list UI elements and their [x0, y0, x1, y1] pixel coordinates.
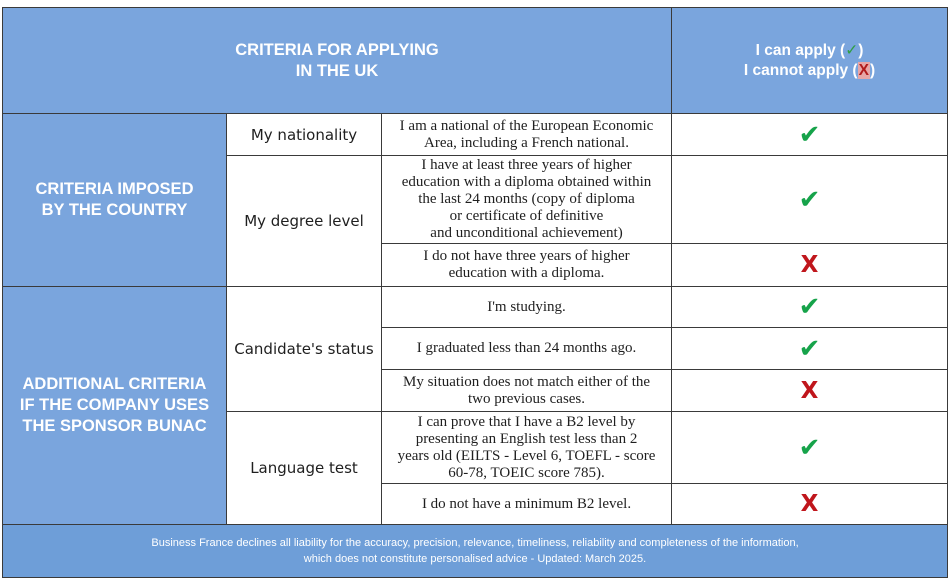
- description-line: I'm studying.: [487, 298, 566, 315]
- criterion-description: [382, 244, 672, 287]
- disclaimer-line: which does not constitute personalised advice - Updated: March 2025.: [303, 553, 647, 565]
- description-line: education with a diploma.: [448, 265, 605, 281]
- criterion-candidate-status: Candidate's status: [227, 287, 382, 412]
- check-icon: ✔: [672, 412, 948, 484]
- description-line: years old (EILTS - Level 6, TOEFL - score: [397, 447, 656, 464]
- cross-icon: X: [672, 484, 948, 525]
- description-line: education with a diploma obtained within: [401, 174, 652, 190]
- check-icon: ✔: [672, 114, 948, 156]
- section-label-line: ADDITIONAL CRITERIA: [22, 375, 207, 393]
- criterion-description: [382, 412, 672, 484]
- check-icon: ✔: [672, 328, 948, 370]
- legend: [672, 8, 948, 114]
- section-label-country: [3, 114, 227, 287]
- criterion-description: [382, 328, 672, 370]
- legend-close-2: ): [869, 62, 876, 79]
- title-line-1: CRITERIA FOR APPLYING: [235, 40, 439, 59]
- check-icon: ✔: [672, 287, 948, 328]
- cross-icon: X: [672, 370, 948, 412]
- legend-close-1: ): [858, 42, 864, 59]
- criterion-description: [382, 156, 672, 244]
- section-label-line: CRITERIA IMPOSED: [35, 180, 194, 198]
- legend-can-apply: [672, 40, 947, 61]
- table-title: [3, 8, 672, 114]
- section-label-line: BY THE COUNTRY: [41, 201, 188, 219]
- description-line: I am a national of the European Economic: [399, 117, 654, 134]
- description-line: I do not have a minimum B2 level.: [421, 495, 632, 512]
- criterion-description: [382, 114, 672, 156]
- description-line: I graduated less than 24 months ago.: [416, 340, 637, 356]
- section-label-sponsor: [3, 287, 227, 525]
- legend-cannot-text: I cannot apply (: [743, 62, 858, 79]
- legend-cannot-apply: [672, 61, 947, 81]
- title-line-2: IN THE UK: [295, 61, 379, 80]
- criterion-language-test: Language test: [227, 412, 382, 525]
- description-line: 60-78, TOEIC score 785).: [448, 464, 605, 481]
- section-label-line: IF THE COMPANY USES: [19, 396, 210, 414]
- cross-icon: X: [672, 244, 948, 287]
- criteria-table: [2, 7, 948, 578]
- criterion-description: [382, 370, 672, 412]
- description-line: I have at least three years of higher: [421, 157, 632, 173]
- disclaimer-line: Business France declines all liability for the accuracy, precision, relevance, timeliness, reliability and completeness of the information,: [151, 537, 799, 549]
- description-line: Area, including a French national.: [424, 134, 629, 151]
- legend-can-text: I can apply (: [755, 42, 846, 59]
- criterion-description: [382, 484, 672, 525]
- description-line: the last 24 months (copy of diploma: [418, 191, 635, 207]
- criterion-degree-level: My degree level: [227, 156, 382, 287]
- criterion-nationality: My nationality: [227, 114, 382, 156]
- description-line: I can prove that I have a B2 level by: [417, 413, 636, 430]
- section-label-line: THE SPONSOR BUNAC: [22, 417, 207, 435]
- criterion-description: [382, 287, 672, 328]
- check-icon: ✓: [845, 41, 859, 59]
- description-line: I do not have three years of higher: [423, 248, 630, 264]
- description-line: or certificate of definitive: [449, 208, 604, 224]
- description-line: and unconditional achievement): [430, 225, 623, 241]
- cross-icon: X: [858, 62, 869, 79]
- check-icon: ✔: [672, 156, 948, 244]
- description-line: My situation does not match either of the: [402, 373, 651, 390]
- disclaimer-footer: [3, 525, 948, 578]
- description-line: two previous cases.: [467, 390, 586, 407]
- description-line: presenting an English test less than 2: [415, 430, 638, 447]
